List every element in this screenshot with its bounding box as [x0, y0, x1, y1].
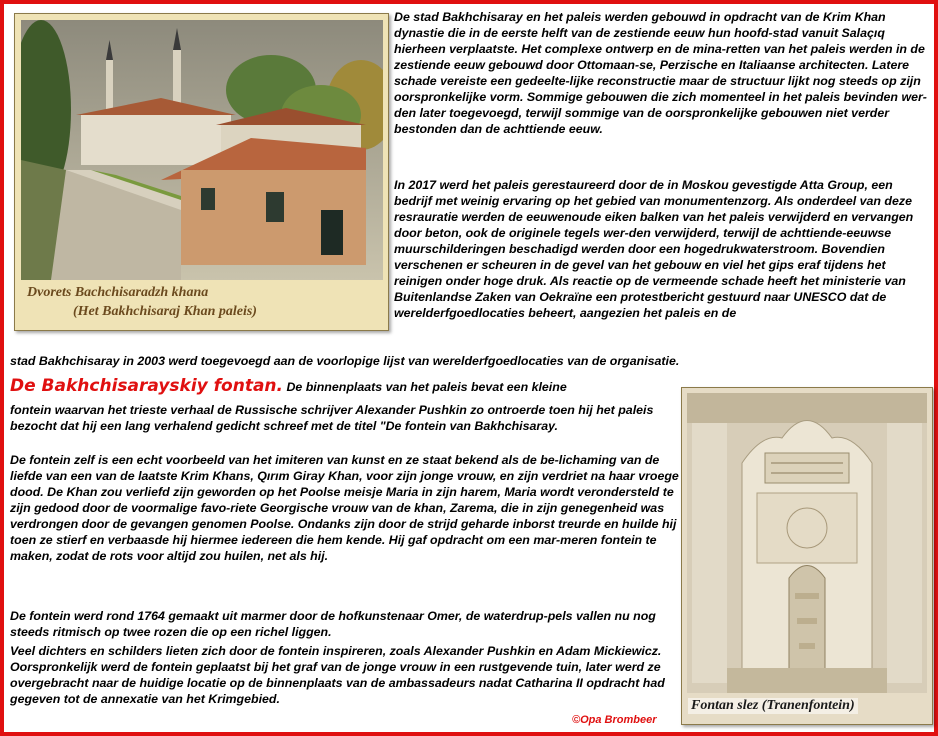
intro-paragraph-1: De stad Bakhchisaray en het paleis werden gebouwd in opdracht van de Krim Khan dynastie die in de eerste helft van de zestiende eeuw hun hoofd-stad vanuit Salaçıq hierheen verplaatste. Het complexe ontwerp en de mina-retten van het paleis werden in de zestiende eeuw gebouwd door Ottomaan-se, Perzische en Italiaanse architecten. Latere schade vereiste een gedeelte-lijke reconstructie maar de structuur lijkt nog steeds op zijn oorspronkelijke vorm. Sommige gebouwen die zich momenteel in het paleis bevinden wer-den later toegevoegd, terwijl sommige van de oorspronkelijke gebouwen niet verder bestonden dan de achttiende eeuw. — [394, 10, 927, 136]
fountain-paragraph-1-rest: fontein waarvan het trieste verhaal de Russische schrijver Alexander Pushkin zo ontroerde toen hij het paleis bezocht dat hij een lang verhalend gedicht schreef met de titel "De fontein van Bakhchisaray. — [10, 403, 654, 433]
fountain-paragraph-1-lead: De binnenplaats van het paleis bevat een kleine — [283, 380, 567, 394]
fountain-paragraph-3: De fontein werd rond 1764 gemaakt uit marmer door de hofkunstenaar Omer, de waterdrup-pels vallen nu nog steeds ritmisch op twee rozen die op een richel liggen. — [10, 609, 656, 639]
fountain-caption: Fontan slez (Tranenfontein) — [688, 698, 858, 714]
fountain-paragraph-2: De fontein zelf is een echt voorbeeld van het imiteren van kunst en ze staat bekend als de be-lichaming van de liefde van een van de laatste Krim Khans, Qırım Giray Khan, voor zijn jonge vrouw, en zijn verdriet na haar vroege dood. De Khan zou verliefd zijn geworden op het Poolse meisje Maria in zijn harem, Maria wordt verondersteld te zijn gedood door de voormalige favo-riete Georgische vrouw van de khan, Zarema, die in zijn genegenheid was verdrongen door de gevangen genomen Poolse. Ondanks zijn door de strijd geharde inborst treurde en huilde hij toen ze stierf en verbaasde hij hiermee iedereen die hem kende. Hij gaf opdracht om een mar-meren fontein te maken, zodat de rots voor altijd zou huilen, net als hij. — [10, 453, 679, 563]
credit: ©Opa Brombeer — [572, 714, 657, 726]
fountain-photo-frame — [681, 387, 933, 725]
fountain-paragraph-1 — [10, 378, 682, 395]
fountain-photo — [687, 393, 927, 693]
intro-paragraph-2-end: stad Bakhchisaray in 2003 werd toegevoegd aan de voorlopige lijst van werelderfgoedlocaties van de organisatie. — [10, 354, 680, 368]
intro-paragraph-2: In 2017 werd het paleis gerestaureerd door de in Moskou gevestigde Atta Group, een bedrijf met weinig ervaring op het gebied van monumentenzorg. Als onderdeel van deze resrauratie werden de eeuwenoude eiken balken van het paleis verwijderd en vervangen door beton, ook de originele tegels wer-den verwijderd, terwijl de achttiende-eeuwse muurschilderingen beschadigd werden door een hogedrukwaterstroom. Bovendien verschenen er scheuren in de gevel van het gebouw en viel het gips eraf tijdens het reinigen onder hoge druk. Als reactie op de vermeende schade heeft het ministerie van Buitenlandse Zaken van Oekraïne een protestbericht gestuurd naar UNESCO dat de werelderfgoedlocaties beheert, aangezien het paleis en de — [394, 178, 914, 320]
fountain-paragraph-4: Veel dichters en schilders lieten zich door de fontein inspireren, zoals Alexander Pushkin en Adam Mickiewicz. Oorspronkelijk werd de fontein geplaatst bij het graf van de jonge vrouw in een rustgevende tuin, later werd ze overgebracht naar de huidige locatie op de binnenplaats van de ambassadeurs nadat Catharina II opdracht had gegeven tot de annexatie van het Krimgebied. — [10, 644, 665, 706]
palace-caption-line1: Dvorets Bachchisaradzh khana — [27, 285, 209, 300]
palace-photo — [21, 20, 383, 280]
palace-photo-frame — [14, 13, 389, 331]
palace-caption-line2: (Het Bakhchisaraj Khan paleis) — [73, 304, 257, 319]
fountain-heading: De Bakhchisarayskiy fontan. — [10, 376, 283, 396]
